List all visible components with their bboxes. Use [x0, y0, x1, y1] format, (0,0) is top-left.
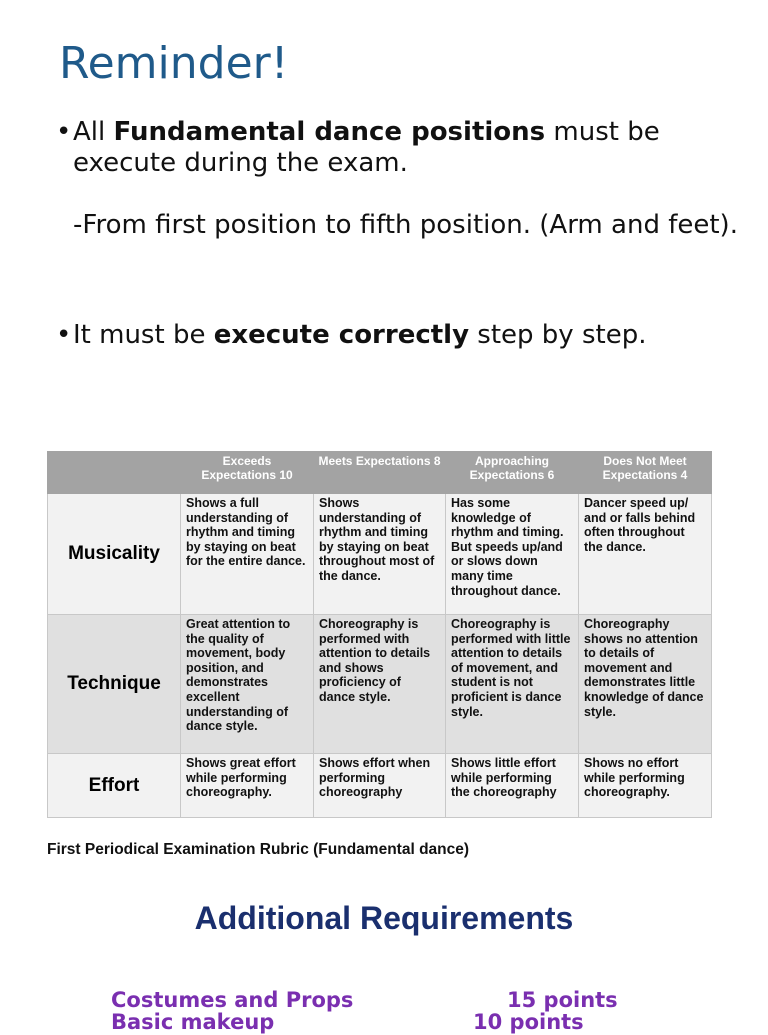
rubric-cell: Shows effort when performing choreography — [314, 754, 446, 818]
bullet-marker: • — [56, 320, 72, 350]
additional-requirements-heading: Additional Requirements — [194, 900, 574, 936]
rubric-header-row — [48, 452, 712, 494]
rubric-row-effort — [48, 754, 712, 818]
rubric-cell: Dancer speed up/ and or falls behind often throughout the dance. — [579, 494, 712, 615]
bullet-subtext-text: -From first position to fifth position. (Arm and feet). — [73, 210, 738, 240]
bullet-text-bold: Fundamental dance positions — [113, 117, 546, 147]
bullet-text-pre: It must be — [73, 320, 214, 350]
requirement-points: 10 points — [473, 1010, 584, 1034]
rubric-table — [47, 451, 712, 818]
criterion-label: Effort — [48, 754, 181, 818]
rubric-cell: Has some knowledge of rhythm and timing. But speeds up/and or slows down many time throughout dance. — [446, 494, 579, 615]
rubric-row-technique — [48, 615, 712, 754]
bullet-fundamental-positions — [56, 117, 746, 179]
rubric-cell: Choreography is performed with attention to details and shows proficiency of dance style. — [314, 615, 446, 754]
bullet-text-post: must be execute during the exam. — [73, 117, 660, 178]
requirement-label: Basic makeup — [111, 1010, 275, 1034]
bullet-text-pre: All — [73, 117, 114, 147]
rubric-header-meets: Meets Expectations 8 — [314, 452, 446, 494]
rubric-caption: First Periodical Examination Rubric (Fundamental dance) — [47, 841, 470, 858]
requirement-label: Costumes and Props — [111, 988, 354, 1012]
rubric-header-empty — [48, 452, 181, 494]
rubric-header-does-not-meet: Does Not Meet Expectations 4 — [579, 452, 712, 494]
requirement-points: 15 points — [507, 988, 618, 1012]
rubric-cell: Great attention to the quality of movement, body position, and demonstrates excellent understanding of dance style. — [181, 615, 314, 754]
rubric-cell: Shows no effort while performing choreography. — [579, 754, 712, 818]
rubric-cell: Shows a full understanding of rhythm and timing by staying on beat for the entire dance. — [181, 494, 314, 615]
slide-title: Reminder! — [59, 38, 289, 89]
bullet-text-post: step by step. — [469, 320, 647, 350]
bullet-marker: • — [56, 117, 72, 147]
rubric-cell: Choreography is performed with little attention to details of movement, and student is not proficient is dance style. — [446, 615, 579, 754]
bullet-subtext — [56, 210, 746, 241]
bullet-text-bold: execute correctly — [213, 320, 470, 350]
requirement-item — [111, 1009, 671, 1035]
rubric-cell: Shows little effort while performing the choreography — [446, 754, 579, 818]
rubric-cell: Shows great effort while performing choreography. — [181, 754, 314, 818]
bullet-text — [73, 117, 746, 179]
rubric-header-exceeds: Exceeds Expectations 10 — [181, 452, 314, 494]
rubric-cell: Choreography shows no attention to details of movement and demonstrates little knowledge of dance style. — [579, 615, 712, 754]
criterion-label: Musicality — [48, 494, 181, 615]
rubric-row-musicality — [48, 494, 712, 615]
criterion-label: Technique — [48, 615, 181, 754]
rubric-header-approaching: Approaching Expectations 6 — [446, 452, 579, 494]
rubric-cell: Shows understanding of rhythm and timing by staying on beat throughout most of the dance. — [314, 494, 446, 615]
bullet-execute-correctly — [56, 320, 746, 351]
bullet-text — [73, 320, 746, 351]
